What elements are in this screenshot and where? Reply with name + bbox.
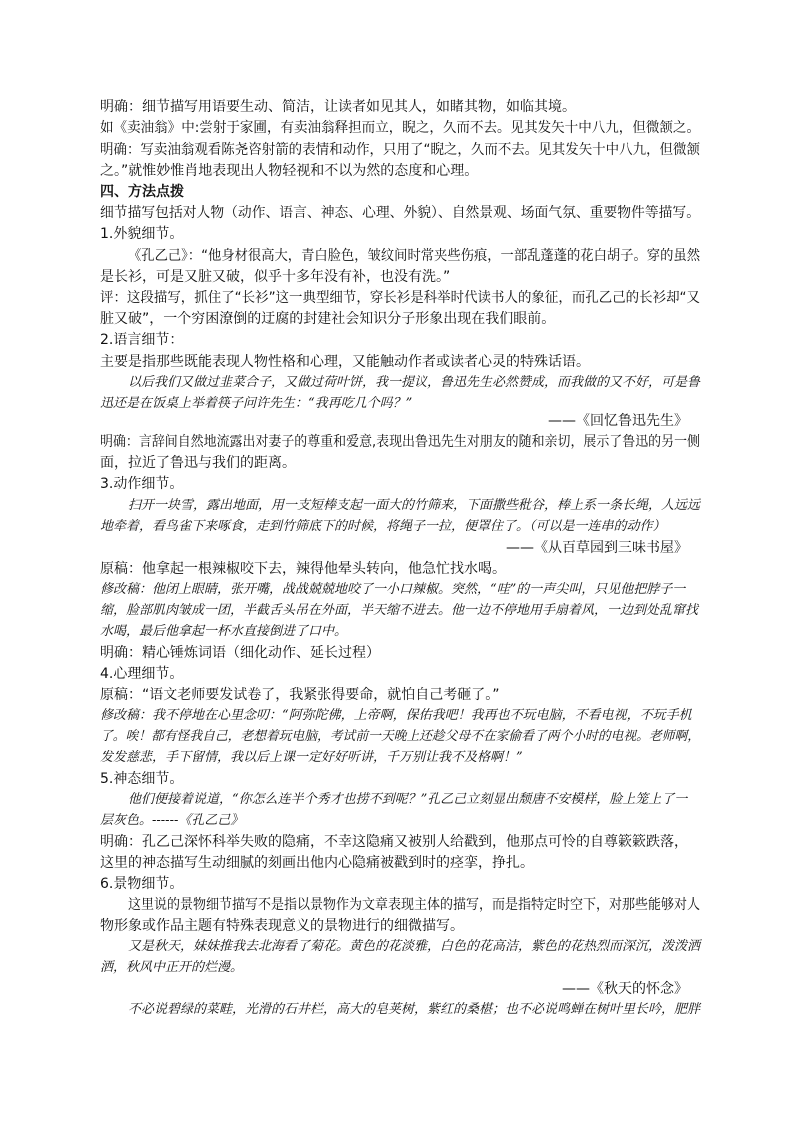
text-line: 细节描写包括对人物（动作、语言、神态、心理、外貌）、自然景观、场面气氛、重要物件等描写。 [100,205,700,221]
quote-line: 不必说碧绿的菜畦，光滑的石井栏，高大的皂荚树，紫红的桑椹；也不必说鸣蝉在树叶里长吟，肥胖 [128,1002,700,1017]
quote-line: 他们便接着说道，“你怎么连半个秀才也捞不到呢？”孔乙己立刻显出颓唐不安模样，脸上笼上了一 [128,792,688,807]
quote-line: 层灰色。------《孔乙己》 [100,813,244,828]
quote-line: 修改稿：他闭上眼睛，张开嘴，战战兢兢地咬了一小口辣椒。突然，“哇”的一声尖叫，只见他把脖子一 [100,582,686,597]
text-line: 原稿：他拿起一根辣椒咬下去，辣得他晕头转向，他急忙找水喝。 [100,561,506,577]
quote-line: 水喝，最后他拿起一杯水直接倒进了口中。 [100,624,348,639]
quote-source: ——《从百草园到三味书屋》 [506,540,688,556]
text-line: 之。”就惟妙惟肖地表现出人物轻视和不以为然的态度和心理。 [100,163,479,179]
subheading: 5.神态细节。 [100,771,184,787]
quote-source: ——《秋天的怀念》 [562,981,688,997]
subheading: 3.动作细节。 [100,476,184,492]
quote-line: 修改稿：我不停地在心里念叨：“阿弥陀佛，上帝啊，保佑我吧！我再也不玩电脑，不看电视，不玩手机 [100,708,692,723]
quote-line: 发发慈悲，手下留情，我以后上课一定好好听讲，千万别让我不及格啊！” [100,750,523,765]
quote-line: 缩，脸部肌肉皱成一团，半截舌头吊在外面，半天缩不进去。他一边不停地用手扇着风，一边到处乱窜找 [100,603,699,618]
quote-line: 地牵着，看鸟雀下来啄食，走到竹筛底下的时候，将绳子一拉，便罩住了。（可以是一连串的动作） [100,519,666,534]
text-line: 明确：写卖油翁观看陈尧咨射箭的表情和动作，只用了“睨之，久而不去。见其发矢十中八九，但微颔 [100,142,700,158]
text-line: 脏又破”，一个穷困潦倒的迂腐的封建社会知识分子形象出现在我们眼前。 [100,311,556,327]
text-line: 明确：言辞间自然地流露出对妻子的尊重和爱意,表现出鲁迅先生对朋友的随和亲切，展示了鲁迅的另一侧 [100,434,700,450]
subheading: 4.心理细节。 [100,666,184,682]
text-line: 明确：精心锤炼词语（细化动作、延长过程） [100,645,380,661]
text-line: 《孔乙己》：“他身材很高大，青白脸色，皱纹间时常夹些伤痕，一部乱蓬蓬的花白胡子。穿的虽然 [128,248,700,264]
text-line: 这里的神态描写生动细腻的刻画出他内心隐痛被戳到时的痉挛，挣扎。 [100,855,534,871]
quote-line: 扫开一块雪，露出地面，用一支短棒支起一面大的竹筛来，下面撒些秕谷，棒上系一条长绳，人远远 [128,498,700,513]
quote-source: ——《回忆鲁迅先生》 [548,413,688,429]
text-line: 面，拉近了鲁迅与我们的距离。 [100,455,296,471]
text-line: 这里说的景物细节描写不是指以景物作为文章表现主体的描写，而是指特定时空下，对那些能够对人 [128,897,700,913]
text-line: 是长衫，可是又脏又破，似乎十多年没有补，也没有洗。” [100,269,451,285]
quote-line: 又是秋天，妹妹推我去北海看了菊花。黄色的花淡雅，白色的花高洁，紫色的花热烈而深沉，泼泼洒 [128,939,700,954]
text-line: 主要是指那些既能表现人物性格和心理，又能触动作者或读者心灵的特殊话语。 [100,354,590,370]
text-line: 明确：细节描写用语要生动、简洁，让读者如见其人，如睹其物，如临其境。 [100,99,576,115]
quote-line: 了。唉！都有怪我自己，老想着玩电脑，考试前一天晚上还趁父母不在家偷看了两个小时的电视。老师啊， [100,729,700,744]
quote-line: 洒，秋风中正开的烂漫。 [100,960,244,975]
text-line: 原稿：“语文老师要发试卷了，我紧张得要命，就怕自己考砸了。” [100,687,500,703]
text-line: 评：这段描写，抓住了“长衫”这一典型细节，穿长衫是科举时代读书人的象征，而孔乙己的长衫却“又 [100,290,700,306]
subheading: 6.景物细节。 [100,876,184,892]
subheading: 2.语言细节： [100,332,184,348]
text-line: 如《卖油翁》中:尝射于家圃，有卖油翁释担而立，睨之，久而不去。见其发矢十中八九，但微颔之。 [100,120,700,136]
quote-line: 以后我们又做过韭菜合子，又做过荷叶饼，我一提议，鲁迅先生必然赞成，而我做的又不好，可是鲁 [128,375,700,390]
subheading: 1.外貌细节。 [100,226,184,242]
text-line: 物形象或作品主题有特殊表现意义的景物进行的细微描写。 [100,918,464,934]
text-line: 明确：孔乙己深怀科举失败的隐痛，不幸这隐痛又被别人给戳到，他那点可怜的自尊簌簌跌落， [100,834,688,850]
section-heading: 四、方法点拨 [100,184,184,200]
quote-line: 迅还是在饭桌上举着筷子问许先生：“我再吃几个吗？” [100,396,413,411]
